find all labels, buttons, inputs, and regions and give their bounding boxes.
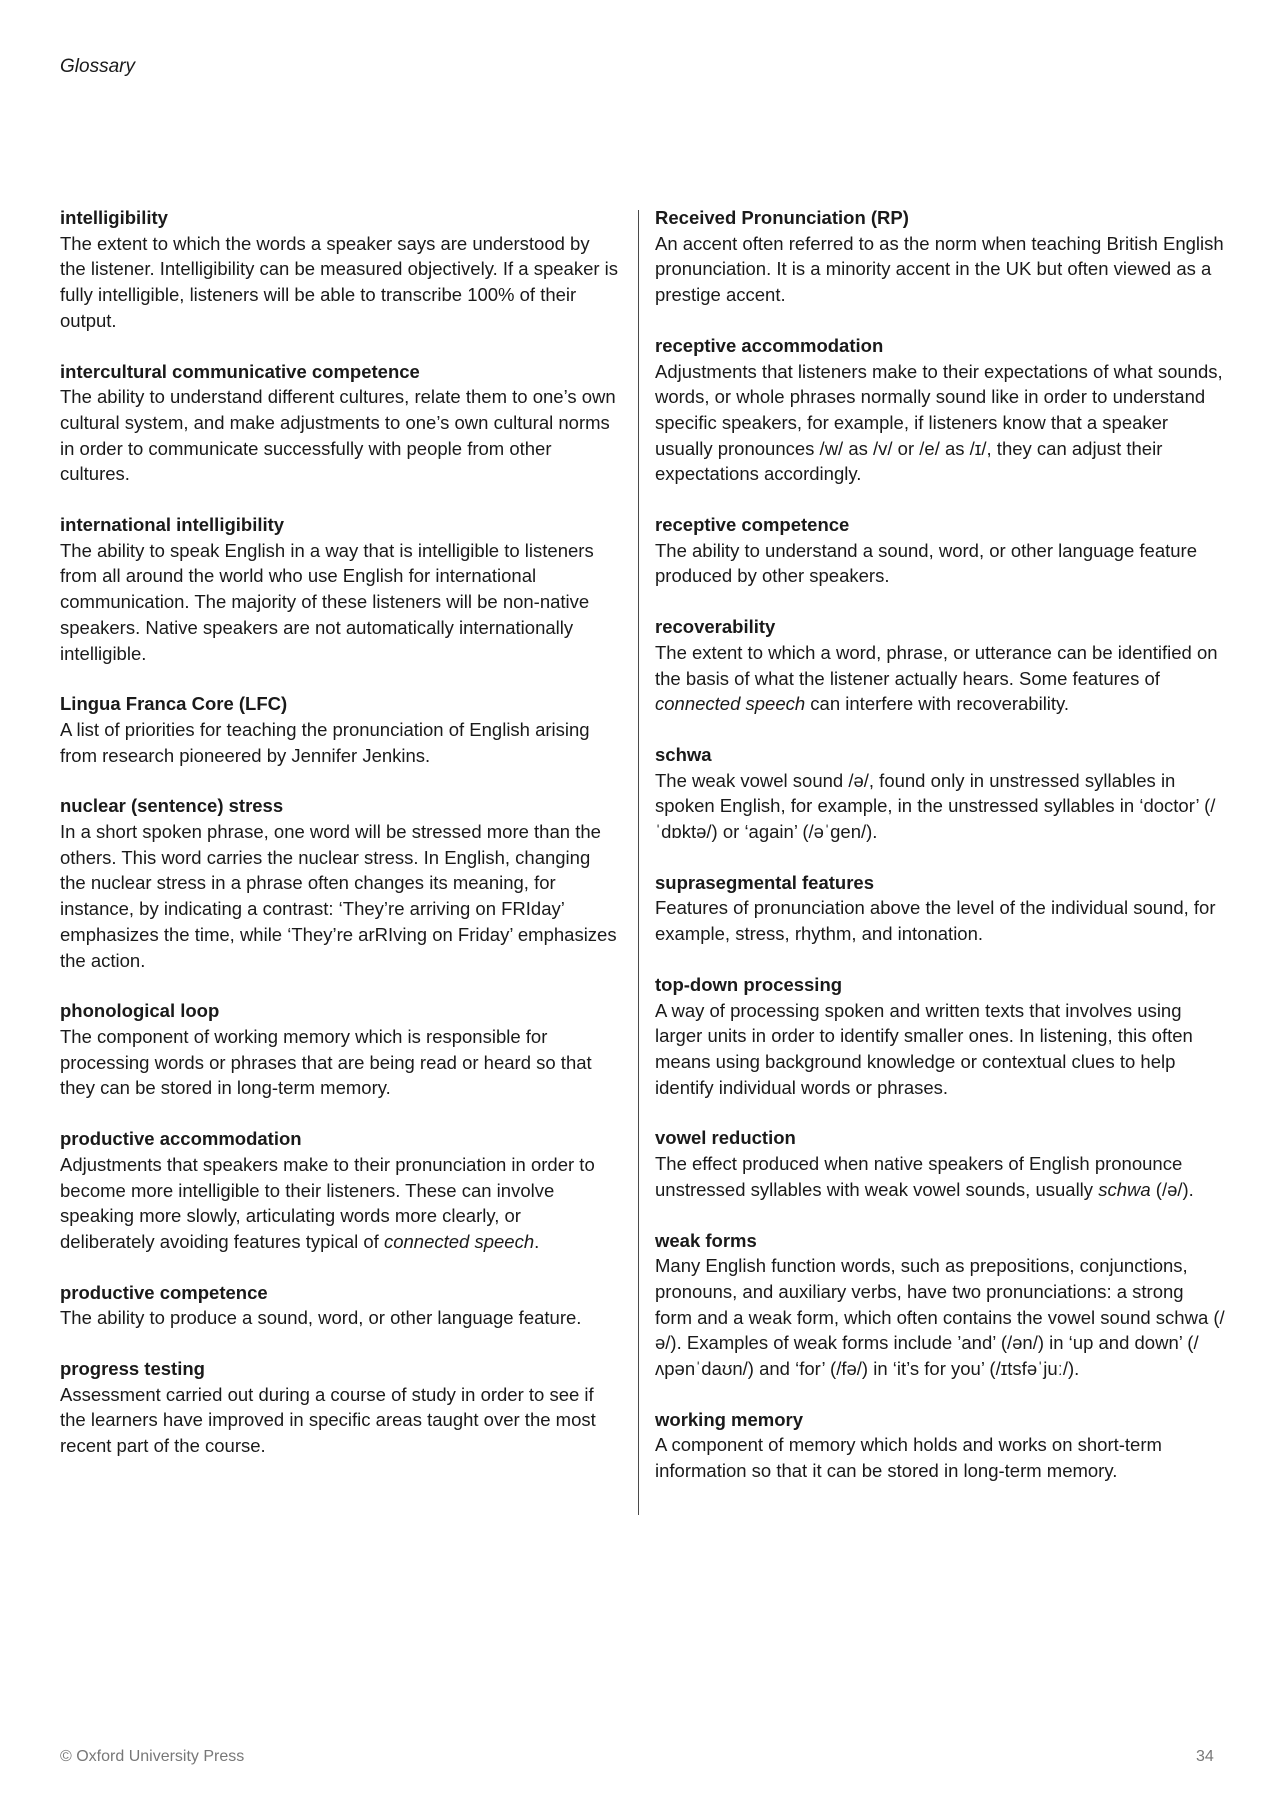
glossary-definition: The ability to understand different cultures, relate them to one’s own cultural system, and make adjustments to one’s own cultural norms in order to communicate successfully with people from other cultures. xyxy=(60,386,616,485)
glossary-term: working memory xyxy=(655,1408,804,1430)
glossary-definition: The ability to produce a sound, word, or other language feature. xyxy=(60,1307,582,1329)
glossary-entry xyxy=(60,512,620,666)
glossary-entry xyxy=(655,1407,1225,1484)
glossary-definition: The weak vowel sound /ə/, found only in unstressed syllables in spoken English, for example, in the unstressed syllables in ‘doctor’ (/ˈdɒktə/) or ‘again’ (/əˈgen/). xyxy=(655,769,1216,843)
glossary-entry xyxy=(655,614,1225,717)
glossary-definition: In a short spoken phrase, one word will be stressed more than the others. This word carries the nuclear stress. In English, changing the nuclear stress in a phrase often changes its meaning, for instance, by indicating a contrast: ‘They’re arriving on FRIday’ emphasizes the time, while ‘They’re arRIving on Friday’ emphasizes the action. xyxy=(60,821,617,971)
glossary-definition: The effect produced when native speakers of English pronounce unstressed syllables with weak vowel sounds, usually schwa (/ə/). xyxy=(655,1153,1194,1200)
glossary-entry xyxy=(60,998,620,1101)
glossary-definition: The extent to which the words a speaker says are understood by the listener. Intelligibility can be measured objectively. If a speaker is fully intelligible, listeners will be able to transcribe 100% of their output. xyxy=(60,232,619,331)
glossary-term: Received Pronunciation (RP) xyxy=(655,207,909,228)
glossary-entry xyxy=(655,870,1225,947)
glossary-term: receptive competence xyxy=(655,514,850,536)
glossary-term: recoverability xyxy=(655,616,776,638)
glossary-term: nuclear (sentence) stress xyxy=(60,795,284,817)
glossary-entry xyxy=(655,205,1225,308)
column-divider xyxy=(638,210,639,1515)
glossary-entry xyxy=(60,359,620,488)
glossary-term: phonological loop xyxy=(60,1000,220,1022)
glossary-definition: The ability to understand a sound, word, or other language feature produced by other speakers. xyxy=(655,539,1197,587)
footer-page-number: 34 xyxy=(1196,1748,1214,1765)
glossary-entry xyxy=(60,1126,620,1255)
glossary-term: top-down processing xyxy=(655,973,843,995)
footer-copyright: © Oxford University Press xyxy=(60,1748,245,1765)
glossary-definition: Many English function words, such as prepositions, conjunctions, pronouns, and auxiliary verbs, have two pronunciations: a strong form and a weak form, which often contains the vowel sound schwa (/ə/). Examples of weak forms include ’and’ (/ən/) in ‘up and down’ (/ʌpənˈdaʊn/) and ‘for’ (/fə/) in ‘it’s for you’ (/ɪtsfəˈjuː/). xyxy=(655,1255,1225,1380)
glossary-term: vowel reduction xyxy=(655,1127,796,1149)
glossary-term: intercultural communicative competence xyxy=(60,360,420,382)
glossary-term: productive accommodation xyxy=(60,1128,302,1150)
glossary-right-column xyxy=(655,205,1225,1509)
glossary-term: productive competence xyxy=(60,1281,268,1303)
glossary-definition: The extent to which a word, phrase, or utterance can be identified on the basis of what the listener actually hears. Some features of connected speech can interfere with recoverability. xyxy=(655,641,1218,715)
glossary-definition: Assessment carried out during a course of study in order to see if the learners have improved in specific areas taught over the most recent part of the course. xyxy=(60,1383,596,1457)
glossary-entry xyxy=(60,691,620,768)
glossary-entry xyxy=(655,742,1225,845)
glossary-left-column xyxy=(60,205,620,1484)
glossary-entry xyxy=(655,333,1225,487)
glossary-definition: A way of processing spoken and written texts that involves using larger units in order to identify smaller ones. In listening, this often means using background knowledge or contextual clues to help identify individual words or phrases. xyxy=(655,999,1193,1098)
glossary-term: progress testing xyxy=(60,1358,205,1380)
glossary-definition: A list of priorities for teaching the pronunciation of English arising from research pioneered by Jennifer Jenkins. xyxy=(60,718,590,766)
glossary-term: schwa xyxy=(655,743,712,765)
glossary-entry xyxy=(60,1280,620,1331)
glossary-entry xyxy=(60,793,620,973)
glossary-term: international intelligibility xyxy=(60,514,285,536)
glossary-definition: Adjustments that speakers make to their pronunciation in order to become more intelligible to their listeners. These can involve speaking more slowly, articulating words more clearly, or deliberately avoiding features typical of connected speech. xyxy=(60,1153,595,1252)
glossary-term: suprasegmental features xyxy=(655,871,875,893)
glossary-term: intelligibility xyxy=(60,207,168,228)
glossary-definition: Adjustments that listeners make to their expectations of what sounds, words, or whole phrases normally sound like in order to understand specific speakers, for example, if listeners know that a speaker usually pronounces /w/ as /v/ or /e/ as /ɪ/, they can adjust their expectations accordingly. xyxy=(655,360,1223,485)
glossary-entry xyxy=(655,1228,1225,1382)
glossary-term: receptive accommodation xyxy=(655,334,884,356)
page-header-title: Glossary xyxy=(60,56,135,77)
glossary-definition: The component of working memory which is responsible for processing words or phrases that are being read or heard so that they can be stored in long-term memory. xyxy=(60,1025,592,1099)
glossary-definition: Features of pronunciation above the level of the individual sound, for example, stress, rhythm, and intonation. xyxy=(655,897,1216,945)
glossary-term: weak forms xyxy=(655,1229,757,1251)
glossary-entry xyxy=(655,1125,1225,1202)
glossary-definition: The ability to speak English in a way that is intelligible to listeners from all around the world who use English for international communication. The majority of these listeners will be non-native speakers. Native speakers are not automatically internationally intelligible. xyxy=(60,539,594,664)
glossary-term: Lingua Franca Core (LFC) xyxy=(60,693,288,715)
glossary-definition: A component of memory which holds and works on short-term information so that it can be stored in long-term memory. xyxy=(655,1434,1162,1482)
glossary-entry xyxy=(655,972,1225,1101)
glossary-entry xyxy=(655,512,1225,589)
glossary-entry xyxy=(60,205,620,334)
glossary-definition: An accent often referred to as the norm when teaching British English pronunciation. It is a minority accent in the UK but often viewed as a prestige accent. xyxy=(655,232,1224,306)
glossary-entry xyxy=(60,1356,620,1459)
